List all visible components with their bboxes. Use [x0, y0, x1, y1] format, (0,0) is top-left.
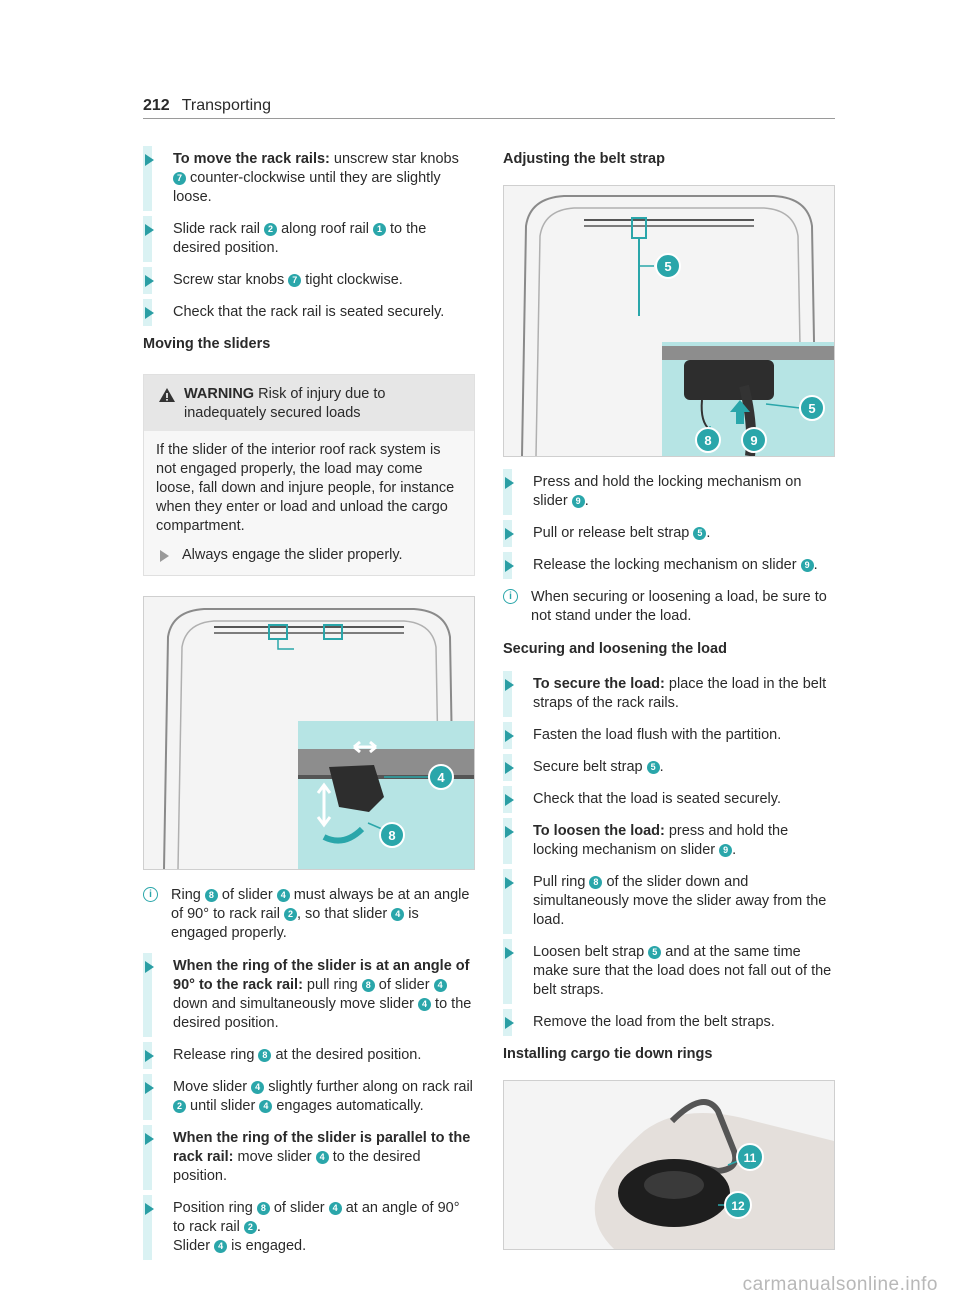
- heading-adjust-belt: Adjusting the belt strap: [503, 151, 665, 167]
- note-text: must always be at an angle of 90° to rack rail: [171, 887, 470, 922]
- step-secure-strap: [503, 758, 835, 777]
- warning-action-text: Always engage the slider properly.: [182, 547, 403, 563]
- callout-7: 7: [173, 172, 186, 185]
- callout-2: 2: [284, 908, 297, 921]
- step-slide-rail: [143, 220, 475, 258]
- step-arrow-icon: [505, 528, 514, 540]
- step-secure-load: [503, 675, 835, 713]
- step-arrow-icon: [145, 1082, 154, 1094]
- callout-7: 7: [288, 274, 301, 287]
- step-arrow-icon: [145, 1133, 154, 1145]
- step-arrow-icon: [505, 947, 514, 959]
- step-arrow-icon: [145, 154, 154, 166]
- heading-moving-sliders: Moving the sliders: [143, 336, 271, 352]
- callout-9: 9: [719, 844, 732, 857]
- callout-5: 5: [693, 527, 706, 540]
- warning-label: WARNING: [184, 386, 255, 402]
- step-release-ring: [143, 1046, 475, 1065]
- warning-text: If the slider of the interior roof rack system is not engaged properly, the load may come loose, fall down and injure people, for instance when they enter or load and unload the cargo compartment.: [156, 442, 455, 534]
- step-arrow-icon: [505, 560, 514, 572]
- note-text: of slider: [217, 887, 277, 903]
- step-move-rails: [143, 150, 475, 207]
- step-arrow-icon: [145, 1050, 154, 1062]
- figure-label-5: 5: [808, 401, 816, 416]
- step-text: Release the locking mechanism on slider: [533, 557, 801, 573]
- step-text: along roof rail: [277, 221, 373, 237]
- step-text: .: [256, 1219, 261, 1235]
- step-arrow-icon: [505, 730, 514, 742]
- step-title: When the ring of the slider is parallel to the rack rail:: [173, 1130, 471, 1165]
- step-title: To secure the load:: [533, 676, 665, 692]
- step-pull-ring: [503, 873, 835, 930]
- step-text: pull ring: [302, 977, 362, 993]
- step-position-ring: [143, 1199, 475, 1256]
- step-pull-release: [503, 524, 835, 543]
- page-number: 212: [143, 97, 170, 114]
- callout-4: 4: [316, 1151, 329, 1164]
- step-arrow-icon: [145, 224, 154, 236]
- page-header: [143, 96, 835, 119]
- step-text: Release ring: [173, 1047, 259, 1063]
- callout-4: 4: [434, 979, 447, 992]
- warning-box: [143, 374, 475, 576]
- callout-5: 5: [648, 946, 661, 959]
- step-arrow-icon: [145, 961, 154, 973]
- step-text: Secure belt strap: [533, 759, 647, 775]
- step-arrow-icon: [505, 762, 514, 774]
- callout-5: 5: [647, 761, 660, 774]
- step-arrow-icon: [505, 679, 514, 691]
- callout-9: 9: [801, 559, 814, 572]
- step-text: Slide rack rail: [173, 221, 265, 237]
- step-text: Move slider: [173, 1079, 252, 1095]
- figure-label-12: 12: [731, 1199, 745, 1213]
- step-text: at the desired position.: [271, 1047, 422, 1063]
- warning-action: [156, 546, 462, 565]
- step-check-rail: [143, 303, 475, 322]
- step-arrow-icon: [505, 1017, 514, 1029]
- step-parallel: [143, 1129, 475, 1186]
- figure-tie-down-ring: [503, 1080, 835, 1250]
- step-text: Pull or release belt strap: [533, 525, 694, 541]
- heading-tie-down-rings: Installing cargo tie down rings: [503, 1046, 713, 1062]
- callout-4: 4: [214, 1240, 227, 1253]
- step-text: engages automatically.: [272, 1098, 424, 1114]
- step-text: Screw star knobs: [173, 272, 289, 288]
- callout-4: 4: [251, 1081, 264, 1094]
- step-arrow-icon: [145, 275, 154, 287]
- step-text: .: [659, 759, 664, 775]
- warning-title: Risk of injury due to inadequately secured loads: [184, 386, 386, 421]
- callout-4: 4: [391, 908, 404, 921]
- note-stand-under: [503, 588, 835, 626]
- step-arrow-icon: [145, 1203, 154, 1215]
- step-remove-load: [503, 1013, 835, 1032]
- illustration-cargo-rack: [144, 597, 474, 869]
- step-text: .: [732, 842, 737, 858]
- step-text: slightly further along on rack rail: [264, 1079, 473, 1095]
- step-text: place the load in the belt straps of the rack rails.: [533, 676, 827, 711]
- callout-2: 2: [173, 1100, 186, 1113]
- figure-label-8: 8: [704, 433, 712, 448]
- callout-8: 8: [589, 876, 602, 889]
- callout-4: 4: [277, 889, 290, 902]
- step-arrow-icon: [505, 877, 514, 889]
- figure-belt-strap: [503, 185, 835, 457]
- step-release-lock: [503, 556, 835, 575]
- step-text: to the desired position.: [173, 221, 427, 256]
- right-column: [503, 150, 835, 1250]
- step-text: Press and hold the locking mechanism on slider: [533, 474, 802, 509]
- step-text: Slider: [173, 1238, 215, 1254]
- illustration-belt-strap: [504, 186, 834, 456]
- callout-8: 8: [362, 979, 375, 992]
- step-text: Check that the load is seated securely.: [533, 791, 781, 807]
- step-text: down and simultaneously move slider: [173, 996, 419, 1012]
- step-arrow-icon: [160, 550, 169, 562]
- step-text: Position ring: [173, 1200, 257, 1216]
- step-screw-knobs: [143, 271, 475, 290]
- callout-4: 4: [259, 1100, 272, 1113]
- step-text: at an angle of 90° to rack rail: [173, 1200, 460, 1235]
- step-arrow-icon: [505, 477, 514, 489]
- note-ring-angle: [143, 886, 475, 943]
- step-fasten: [503, 726, 835, 745]
- figure-label-9: 9: [750, 433, 758, 448]
- figure-label-5-top: 5: [664, 259, 672, 274]
- step-text: unscrew star knobs: [329, 151, 459, 167]
- step-title: When the ring of the slider is at an angle of 90° to the rack rail:: [173, 958, 470, 993]
- callout-4: 4: [329, 1202, 342, 1215]
- step-text: press and hold the locking mechanism on slider: [533, 823, 789, 858]
- step-text: of the slider down and simultaneously move the slider away from the load.: [533, 874, 827, 928]
- note-text: is engaged properly.: [171, 906, 419, 941]
- step-text: to the desired position.: [173, 1149, 421, 1184]
- step-text: of slider: [269, 1200, 329, 1216]
- section-title: Transporting: [181, 97, 271, 114]
- step-move-slider: [143, 1078, 475, 1116]
- step-text: Remove the load from the belt straps.: [533, 1014, 775, 1030]
- step-title: To move the rack rails:: [173, 151, 330, 167]
- step-text: .: [584, 493, 589, 509]
- step-text: move slider: [233, 1149, 316, 1165]
- step-loosen-load: [503, 822, 835, 860]
- step-text: Loosen belt strap: [533, 944, 649, 960]
- step-text: Fasten the load flush with the partition.: [533, 727, 782, 743]
- callout-8: 8: [205, 889, 218, 902]
- step-text: until slider: [186, 1098, 260, 1114]
- step-angle: [143, 957, 475, 1033]
- step-text: of slider: [374, 977, 434, 993]
- warning-header: [144, 375, 474, 431]
- note-text: When securing or loosening a load, be sure to not stand under the load.: [531, 589, 827, 624]
- warning-body: [144, 431, 474, 575]
- step-arrow-icon: [505, 794, 514, 806]
- figure-label-11: 11: [743, 1151, 757, 1165]
- info-icon: i: [503, 589, 518, 604]
- illustration-tie-down-ring: [504, 1081, 834, 1249]
- warning-triangle-icon: [158, 387, 176, 403]
- figure-label-4: 4: [437, 770, 445, 785]
- callout-9: 9: [572, 495, 585, 508]
- step-text: Check that the rack rail is seated securely.: [173, 304, 445, 320]
- step-text: tight clockwise.: [301, 272, 403, 288]
- step-text: is engaged.: [227, 1238, 307, 1254]
- note-text: , so that slider: [296, 906, 392, 922]
- callout-4: 4: [418, 998, 431, 1011]
- left-column: [143, 150, 475, 1269]
- figure-label-8: 8: [388, 828, 396, 843]
- step-arrow-icon: [145, 307, 154, 319]
- step-loosen-strap: [503, 943, 835, 1000]
- callout-2: 2: [244, 1221, 257, 1234]
- info-icon: i: [143, 887, 158, 902]
- step-text: .: [813, 557, 818, 573]
- step-text: .: [706, 525, 711, 541]
- callout-2: 2: [264, 223, 277, 236]
- step-text: to the desired position.: [173, 996, 472, 1031]
- step-title: To loosen the load:: [533, 823, 665, 839]
- step-text: Pull ring: [533, 874, 590, 890]
- step-check-load: [503, 790, 835, 809]
- step-text: counter-clockwise until they are slightly loose.: [173, 170, 441, 205]
- callout-8: 8: [257, 1202, 270, 1215]
- watermark: carmanualsonline.info: [742, 1274, 938, 1295]
- figure-sliders: [143, 596, 475, 870]
- callout-8: 8: [258, 1049, 271, 1062]
- step-arrow-icon: [505, 826, 514, 838]
- step-press-hold: [503, 473, 835, 511]
- heading-secure-load: Securing and loosening the load: [503, 641, 727, 657]
- callout-1: 1: [373, 223, 386, 236]
- note-text: Ring: [171, 887, 205, 903]
- step-text: and at the same time make sure that the load does not fall out of the belt straps.: [533, 944, 832, 998]
